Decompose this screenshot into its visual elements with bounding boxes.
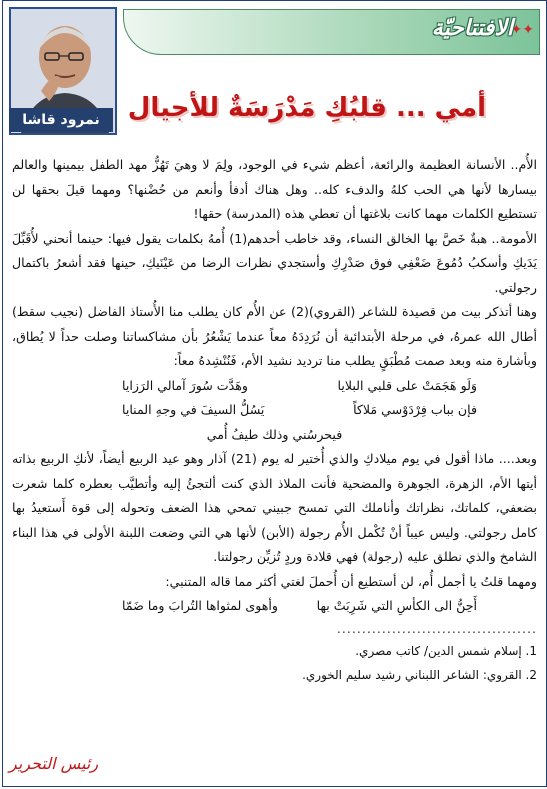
signature: رئيس التحرير	[9, 754, 99, 773]
page	[2, 0, 547, 787]
verse-left: وأهوى لمثواها التُرابَ وما ضَمّا	[122, 598, 278, 613]
verse-left: يَسُلُّ السيفَ في وجهِ المنايا	[122, 402, 265, 417]
footnote: 2. القروي: الشاعر اللبناني رشيد سليم الخوري.	[302, 667, 537, 682]
section-banner	[123, 9, 540, 55]
paragraph: ومهما قلتُ يا أجمل أُم، لن أستطيع أن أُحملَ لغتي أكثر مما قاله المتنبي:	[165, 573, 537, 589]
paragraph: وبعد.... ماذا أقول في يوم ميلادكِ والذي أُختير له يوم (21) آذار وهو عيد الربيع أيضاً، لأنكِ الربيع بذاته أيتها الأم، الزهرة، الجوهرة والمضحية فأنت الملاذ الذي كنت ألتجئُ إليه وأتطيَّب بعطره كلما شعرت بضعفي، كلماتك، نظراتك وأناملك التي تمسح جبيني تمحي هذا الضعف وتحوله إلى قوة أَستعيدُ بها كامل رجولتي. وليس عيباً أنْ تُكْمل الأُم رجولة (الأبن) لأنها هي التي وضعت اللبنة الأولى في هذا البناء الشامخ والذي نطلق عليه (رجولة) فهي قلادة وردٍ تُزيِّن رجولتنا.	[12, 451, 537, 564]
verse-right: فإن بباب فِرْدَوْسي مَلاكاً	[353, 402, 477, 417]
star-icon: ✦✦	[510, 22, 534, 38]
header	[3, 1, 546, 151]
footnote: 1. إسلام شمس الدين/ كاتب مصري.	[355, 643, 537, 658]
verse-left: وهَدَّت سُورَ آمالي الرَزايا	[122, 377, 248, 393]
article-body	[12, 153, 537, 687]
paragraph: الأُم.. الأنسانة العظيمة والرائعة، أعظم شيء في الوجود، ولِمَ لا وهيَ تَهُزُّ مهد الطفل بيمينها والعالم بيسارها لأنها هي الحب كلهُ والدفء كله.. وهل هناك أدفأ وأنعم من حُضْنها؟ ومهما قيلَ بحقها لن تستطيع الكلمات مهما كانت بلاغتها أن تعطي هذه (المدرسة) حقها!	[12, 157, 537, 221]
footnotes	[12, 639, 537, 687]
verse-right: وَلَو هَجَمَتْ على قلبي البلايا	[337, 377, 477, 393]
verse-right: أَحِنُّ الى الكأسِ التي شَرِبَتْ بها	[316, 598, 477, 613]
section-label: الافتتاحيّة	[431, 16, 513, 41]
verse-closing: فيحرسُني وذلك طيفُ أُمي	[206, 426, 343, 442]
separator: ........................................	[336, 620, 537, 636]
paragraph: الأمومة.. هبةٌ خَصَّ بها الخالق النساء، وقد خاطب أحدهم(1) أُمهُ بكلمات يقول فيها: حينما أنحني لأُقَبِّلَ يَدَيكِ وأسكبُ دُمُوعَ ضَعْفِي فوق صَدْرِكِ وأستجدي نظرات الرضا من عَيْنَيكِ، حينها فقد أشعرُ باكتمال رجولتي.	[12, 230, 537, 295]
verse-line	[12, 594, 537, 619]
article-title: أمي ... قلبُكِ مَدْرَسَةٌ للأجيال	[127, 93, 486, 123]
author-name: نمرود قاشا	[9, 108, 113, 132]
paragraph: وهنا أتذكر بيت من قصيدة للشاعر (القروي)(2) عن الأُم كان يطلب منا الأُستاذ الفاضل (نجيب سقط) أطال الله عمرهُ، في مرحلة الأبتدائية أن نُرَدِدَهُ معاً عندما يَشْعُرُ بأن مشاكساتنا وصلت حداً لا يُطاق، وبأشارة منه وبعد صمت مُطْبَقٍ يطلب منا ترديد نشيد الأم، فَنُنْشِدهُ معاً:	[12, 304, 537, 368]
verse-line	[12, 398, 537, 423]
verse-line	[12, 374, 537, 399]
